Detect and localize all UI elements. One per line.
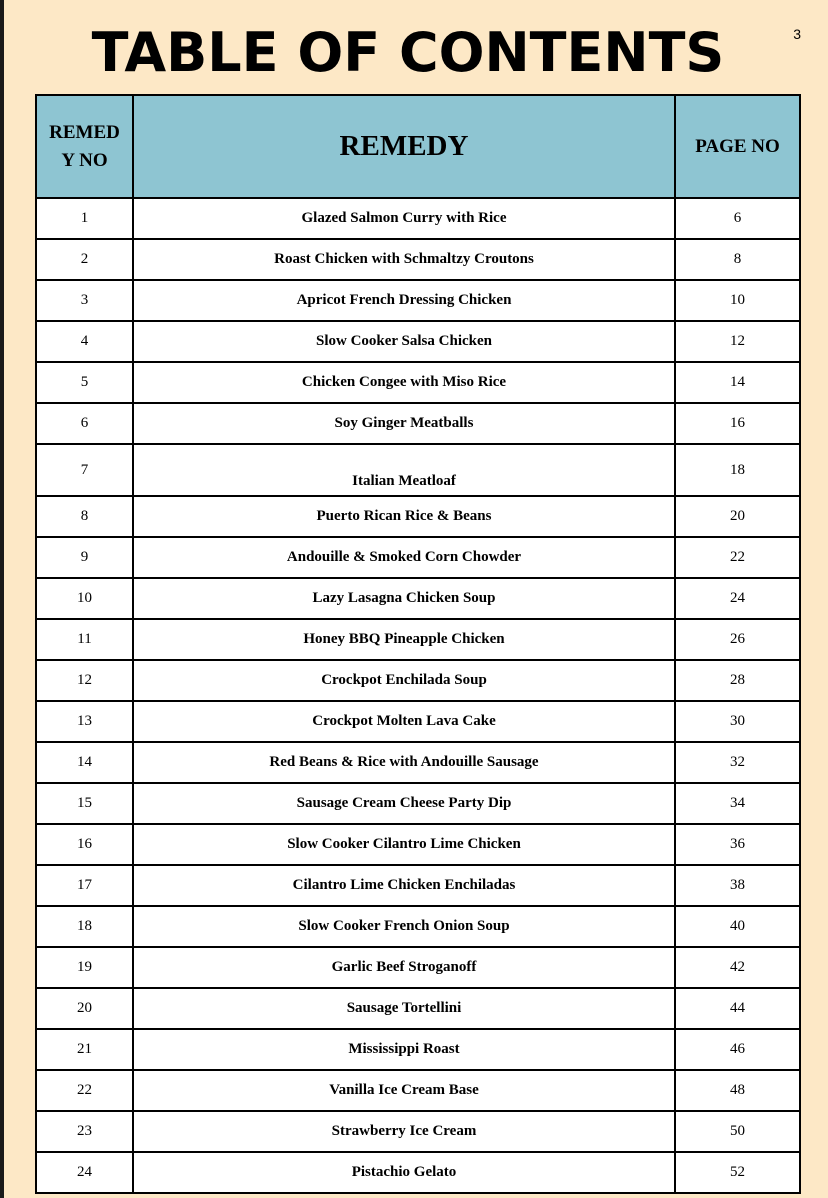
remedy-name-cell: Pistachio Gelato bbox=[133, 1152, 675, 1193]
page-number-cell: 36 bbox=[675, 824, 800, 865]
page-number-cell: 10 bbox=[675, 280, 800, 321]
table-row bbox=[36, 1111, 800, 1152]
page-number-cell: 42 bbox=[675, 947, 800, 988]
remedy-name-cell: Crockpot Enchilada Soup bbox=[133, 660, 675, 701]
table-row bbox=[36, 321, 800, 362]
remedy-name-cell: Lazy Lasagna Chicken Soup bbox=[133, 578, 675, 619]
remedy-name-cell: Mississippi Roast bbox=[133, 1029, 675, 1070]
remedy-number-cell: 3 bbox=[36, 280, 133, 321]
header-row bbox=[36, 95, 800, 198]
remedy-number-cell: 5 bbox=[36, 362, 133, 403]
remedy-name-cell: Crockpot Molten Lava Cake bbox=[133, 701, 675, 742]
remedy-name-cell: Sausage Tortellini bbox=[133, 988, 675, 1029]
page-number-cell: 6 bbox=[675, 198, 800, 239]
remedy-number-cell: 20 bbox=[36, 988, 133, 1029]
remedy-name-cell: Soy Ginger Meatballs bbox=[133, 403, 675, 444]
remedy-name-cell: Slow Cooker Cilantro Lime Chicken bbox=[133, 824, 675, 865]
page-number-cell: 28 bbox=[675, 660, 800, 701]
page-number-cell: 24 bbox=[675, 578, 800, 619]
remedy-name-cell: Glazed Salmon Curry with Rice bbox=[133, 198, 675, 239]
remedy-name-cell: Cilantro Lime Chicken Enchiladas bbox=[133, 865, 675, 906]
remedy-name-cell: Italian Meatloaf bbox=[133, 444, 675, 496]
remedy-name-cell: Vanilla Ice Cream Base bbox=[133, 1070, 675, 1111]
remedy-number-cell: 1 bbox=[36, 198, 133, 239]
page-number-cell: 50 bbox=[675, 1111, 800, 1152]
page-title: TABLE OF CONTENTS bbox=[91, 21, 725, 84]
table-row bbox=[36, 239, 800, 280]
table-row bbox=[36, 280, 800, 321]
remedy-name-cell: Strawberry Ice Cream bbox=[133, 1111, 675, 1152]
page-number-cell: 12 bbox=[675, 321, 800, 362]
page-number-cell: 44 bbox=[675, 988, 800, 1029]
table-row bbox=[36, 362, 800, 403]
remedy-number-cell: 22 bbox=[36, 1070, 133, 1111]
remedy-number-cell: 21 bbox=[36, 1029, 133, 1070]
remedy-number-cell: 2 bbox=[36, 239, 133, 280]
remedy-number-cell: 8 bbox=[36, 496, 133, 537]
table-row bbox=[36, 660, 800, 701]
page-number-cell: 30 bbox=[675, 701, 800, 742]
table-row bbox=[36, 444, 800, 496]
remedy-name-cell: Honey BBQ Pineapple Chicken bbox=[133, 619, 675, 660]
remedy-number-cell: 13 bbox=[36, 701, 133, 742]
header-page-no: PAGE NO bbox=[675, 95, 800, 198]
table-row bbox=[36, 198, 800, 239]
remedy-number-cell: 6 bbox=[36, 403, 133, 444]
page-number-cell: 34 bbox=[675, 783, 800, 824]
contents-table bbox=[35, 94, 801, 1194]
page-number-cell: 40 bbox=[675, 906, 800, 947]
table-row bbox=[36, 1070, 800, 1111]
table-row bbox=[36, 988, 800, 1029]
table-row bbox=[36, 906, 800, 947]
page-number-cell: 52 bbox=[675, 1152, 800, 1193]
page-number-cell: 22 bbox=[675, 537, 800, 578]
remedy-name-cell: Puerto Rican Rice & Beans bbox=[133, 496, 675, 537]
page-number: 3 bbox=[793, 26, 801, 42]
page-number-cell: 32 bbox=[675, 742, 800, 783]
table-row bbox=[36, 537, 800, 578]
remedy-number-cell: 9 bbox=[36, 537, 133, 578]
remedy-number-cell: 4 bbox=[36, 321, 133, 362]
table-body bbox=[36, 198, 800, 1193]
page-number-cell: 38 bbox=[675, 865, 800, 906]
remedy-number-cell: 23 bbox=[36, 1111, 133, 1152]
table-row bbox=[36, 865, 800, 906]
table-row bbox=[36, 403, 800, 444]
table-row bbox=[36, 619, 800, 660]
remedy-name-cell: Slow Cooker French Onion Soup bbox=[133, 906, 675, 947]
page-number-cell: 8 bbox=[675, 239, 800, 280]
table-row bbox=[36, 496, 800, 537]
table-row bbox=[36, 701, 800, 742]
remedy-number-cell: 10 bbox=[36, 578, 133, 619]
page-number-cell: 46 bbox=[675, 1029, 800, 1070]
remedy-number-cell: 15 bbox=[36, 783, 133, 824]
remedy-name-cell: Sausage Cream Cheese Party Dip bbox=[133, 783, 675, 824]
remedy-name-cell: Chicken Congee with Miso Rice bbox=[133, 362, 675, 403]
table-row bbox=[36, 1152, 800, 1193]
header-remedy-no: REMEDY NO bbox=[36, 95, 133, 198]
remedy-number-cell: 12 bbox=[36, 660, 133, 701]
remedy-number-cell: 19 bbox=[36, 947, 133, 988]
page-number-cell: 18 bbox=[675, 444, 800, 496]
remedy-number-cell: 16 bbox=[36, 824, 133, 865]
table-row bbox=[36, 947, 800, 988]
table-row bbox=[36, 1029, 800, 1070]
remedy-number-cell: 7 bbox=[36, 444, 133, 496]
remedy-name-cell: Apricot French Dressing Chicken bbox=[133, 280, 675, 321]
remedy-number-cell: 11 bbox=[36, 619, 133, 660]
remedy-name-cell: Roast Chicken with Schmaltzy Croutons bbox=[133, 239, 675, 280]
remedy-name-cell: Slow Cooker Salsa Chicken bbox=[133, 321, 675, 362]
remedy-number-cell: 14 bbox=[36, 742, 133, 783]
remedy-number-cell: 18 bbox=[36, 906, 133, 947]
table-header bbox=[36, 95, 800, 198]
page-number-cell: 26 bbox=[675, 619, 800, 660]
remedy-name-cell: Red Beans & Rice with Andouille Sausage bbox=[133, 742, 675, 783]
remedy-name-cell: Garlic Beef Stroganoff bbox=[133, 947, 675, 988]
remedy-number-cell: 24 bbox=[36, 1152, 133, 1193]
page-number-cell: 16 bbox=[675, 403, 800, 444]
remedy-number-cell: 17 bbox=[36, 865, 133, 906]
page-number-cell: 48 bbox=[675, 1070, 800, 1111]
table-row bbox=[36, 742, 800, 783]
header-remedy: REMEDY bbox=[133, 95, 675, 198]
remedy-name-cell: Andouille & Smoked Corn Chowder bbox=[133, 537, 675, 578]
table-row bbox=[36, 783, 800, 824]
table-row bbox=[36, 824, 800, 865]
page-number-cell: 20 bbox=[675, 496, 800, 537]
page-number-cell: 14 bbox=[675, 362, 800, 403]
table-row bbox=[36, 578, 800, 619]
